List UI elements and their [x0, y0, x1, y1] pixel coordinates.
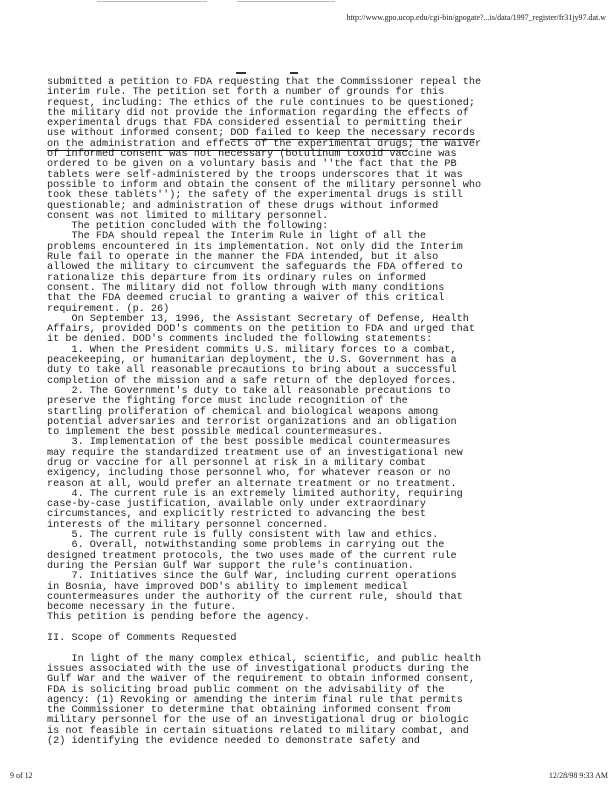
text-line: preserve the fighting force must include recognition of the	[47, 396, 408, 408]
text-line: problems encountered in its implementation. Not only did the Interim	[47, 241, 463, 253]
page-url-header: http://www.gpo.ucop.edu/cgi-bin/gpogate?...is/data/1997_register/fr31jy97.dat.w	[346, 13, 606, 22]
text-segment: use without informed consent;	[47, 128, 231, 140]
text-segment: ; the waiver	[407, 138, 482, 150]
text-line: Affairs, provided DOD's comments on the petition to FDA and urged that	[47, 324, 475, 336]
text-line: completion of the mission and a safe return of the deployed forces.	[47, 375, 457, 387]
print-timestamp: 12/28/98 9:33 AM	[548, 771, 608, 780]
text-line: peacekeeping, or humanitarian deployment, the U.S. Government has a	[47, 355, 457, 367]
text-line: during the Persian Gulf War support the rule's continuation.	[47, 560, 414, 572]
text-line: The FDA should repeal the Interim Rule in light of all the	[47, 231, 427, 243]
text-line: countermeasures under the authority of the current rule, should that	[47, 591, 463, 603]
text-line: designed treatment protocols, the two uses made of the current rule	[47, 550, 457, 562]
text-line: interests of the military personnel concerned.	[47, 519, 329, 531]
text-line: rationalize this departure from its ordinary rules on informed	[47, 272, 427, 284]
text-line: took these tablets''); the safety of the experimental drugs is still	[47, 190, 463, 202]
text-line: 2. The Government's duty to take all reasonable precautions to	[47, 385, 451, 397]
text-line: is not feasible in certain situations related to military combat, and	[47, 725, 469, 737]
document-body	[47, 78, 481, 747]
text-line: consent was not limited to military personnel.	[47, 210, 329, 222]
text-line: the military did not provide the information regarding the effects of	[47, 107, 469, 119]
text-line: 6. Overall, notwithstanding some problems in carrying out the	[47, 540, 445, 552]
underlined-text: DOD failed to keep the necessary records	[230, 128, 475, 140]
text-line: may require the standardized treatment use of an investigational new	[47, 447, 463, 459]
text-line: become necessary in the future.	[47, 602, 237, 614]
underlined-text: on the administration and effects of the experimental drugs	[47, 138, 408, 150]
text-line: it be denied. DOD's comments included the following statements:	[47, 334, 433, 346]
text-line: Gulf War and the waiver of the requirement to obtain informed consent,	[47, 674, 475, 686]
text-line: circumstances, and explicitly restricted to advancing the best	[47, 509, 427, 521]
text-line: Rule fail to operate in the manner the FDA intended, but it also	[47, 252, 439, 264]
text-line: allowed the military to circumvent the safeguards the FDA offered to	[47, 262, 463, 274]
text-line: (2) identifying the evidence needed to demonstrate safety and	[47, 736, 420, 747]
text-line: requirement. (p. 26)	[47, 303, 170, 315]
text-line: This petition is pending before the agency.	[47, 612, 310, 624]
text-line: consent. The military did not follow through with many conditions	[47, 282, 445, 294]
text-line: issues associated with the use of investigational products during the	[47, 663, 469, 675]
text-line: experimental drugs that FDA considered essential to permitting their	[47, 118, 463, 130]
text-line: On September 13, 1996, the Assistant Secretary of Defense, Health	[47, 313, 469, 325]
text-line: startling proliferation of chemical and biological weapons among	[47, 406, 439, 418]
scan-artifact	[290, 72, 298, 74]
text-line: In light of the many complex ethical, scientific, and public health	[47, 653, 482, 665]
text-line: to implement the best possible medical countermeasures.	[47, 427, 384, 439]
text-line: of informed consent was not necessary (botulinum toxoid vaccine was	[47, 149, 457, 161]
text-line: duty to take all reasonable precautions to bring about a successful	[47, 365, 457, 377]
text-line: potential adversaries and terrorist organizations and an obligation	[47, 416, 457, 428]
text-line: 7. Initiatives since the Gulf War, including current operations	[47, 571, 457, 583]
text-line: 3. Implementation of the best possible medical countermeasures	[47, 437, 451, 449]
top-rule-right	[237, 1, 335, 2]
text-line: tablets were self-administered by the troops underscores that it was	[47, 169, 463, 181]
text-line: the Commissioner to determine that obtaining informed consent from	[47, 705, 451, 717]
page-number: 9 of 12	[10, 771, 33, 780]
text-line: II. Scope of Comments Requested	[47, 633, 237, 645]
text-line: reason at all, would prefer an alternate treatment or no treatment.	[47, 478, 457, 490]
top-rule-left	[97, 1, 207, 2]
text-line: military personnel for the use of an investigational drug or biologic	[47, 715, 469, 727]
text-line: drug or vaccine for all personnel at risk in a military combat	[47, 457, 427, 469]
text-line: in Bosnia, have improved DOD's ability to implement medical	[47, 581, 408, 593]
text-line: exigency, including those personnel who, for whatever reason or no	[47, 468, 451, 480]
text-line: 5. The current rule is fully consistent with law and ethics.	[47, 530, 439, 542]
text-line: ordered to be given on a voluntary basis and ''the fact that the PB	[47, 159, 457, 171]
text-line: that the FDA deemed crucial to granting a waiver of this critical	[47, 293, 445, 305]
text-line: request, including: The ethics of the rule continues to be questioned;	[47, 97, 475, 109]
text-line: FDA is soliciting broad public comment on the advisability of the	[47, 684, 445, 696]
text-line: interim rule. The petition set forth a number of grounds for this	[47, 87, 445, 99]
text-line: submitted a petition to FDA requesting that the Commissioner repeal the	[47, 77, 482, 88]
text-line: case-by-case justification, available only under extraordinary	[47, 499, 427, 511]
text-line: The petition concluded with the following:	[47, 221, 329, 233]
scan-artifact	[236, 72, 246, 74]
text-line: agency: (1) Revoking or amending the interim final rule that permits	[47, 694, 463, 706]
text-line: 1. When the President commits U.S. military forces to a combat,	[47, 344, 457, 356]
text-line: questionable; and administration of these drugs without informed	[47, 200, 439, 212]
text-line: 4. The current rule is an extremely limited authority, requiring	[47, 488, 463, 500]
text-line: possible to inform and obtain the consent of the military personnel who	[47, 179, 482, 191]
